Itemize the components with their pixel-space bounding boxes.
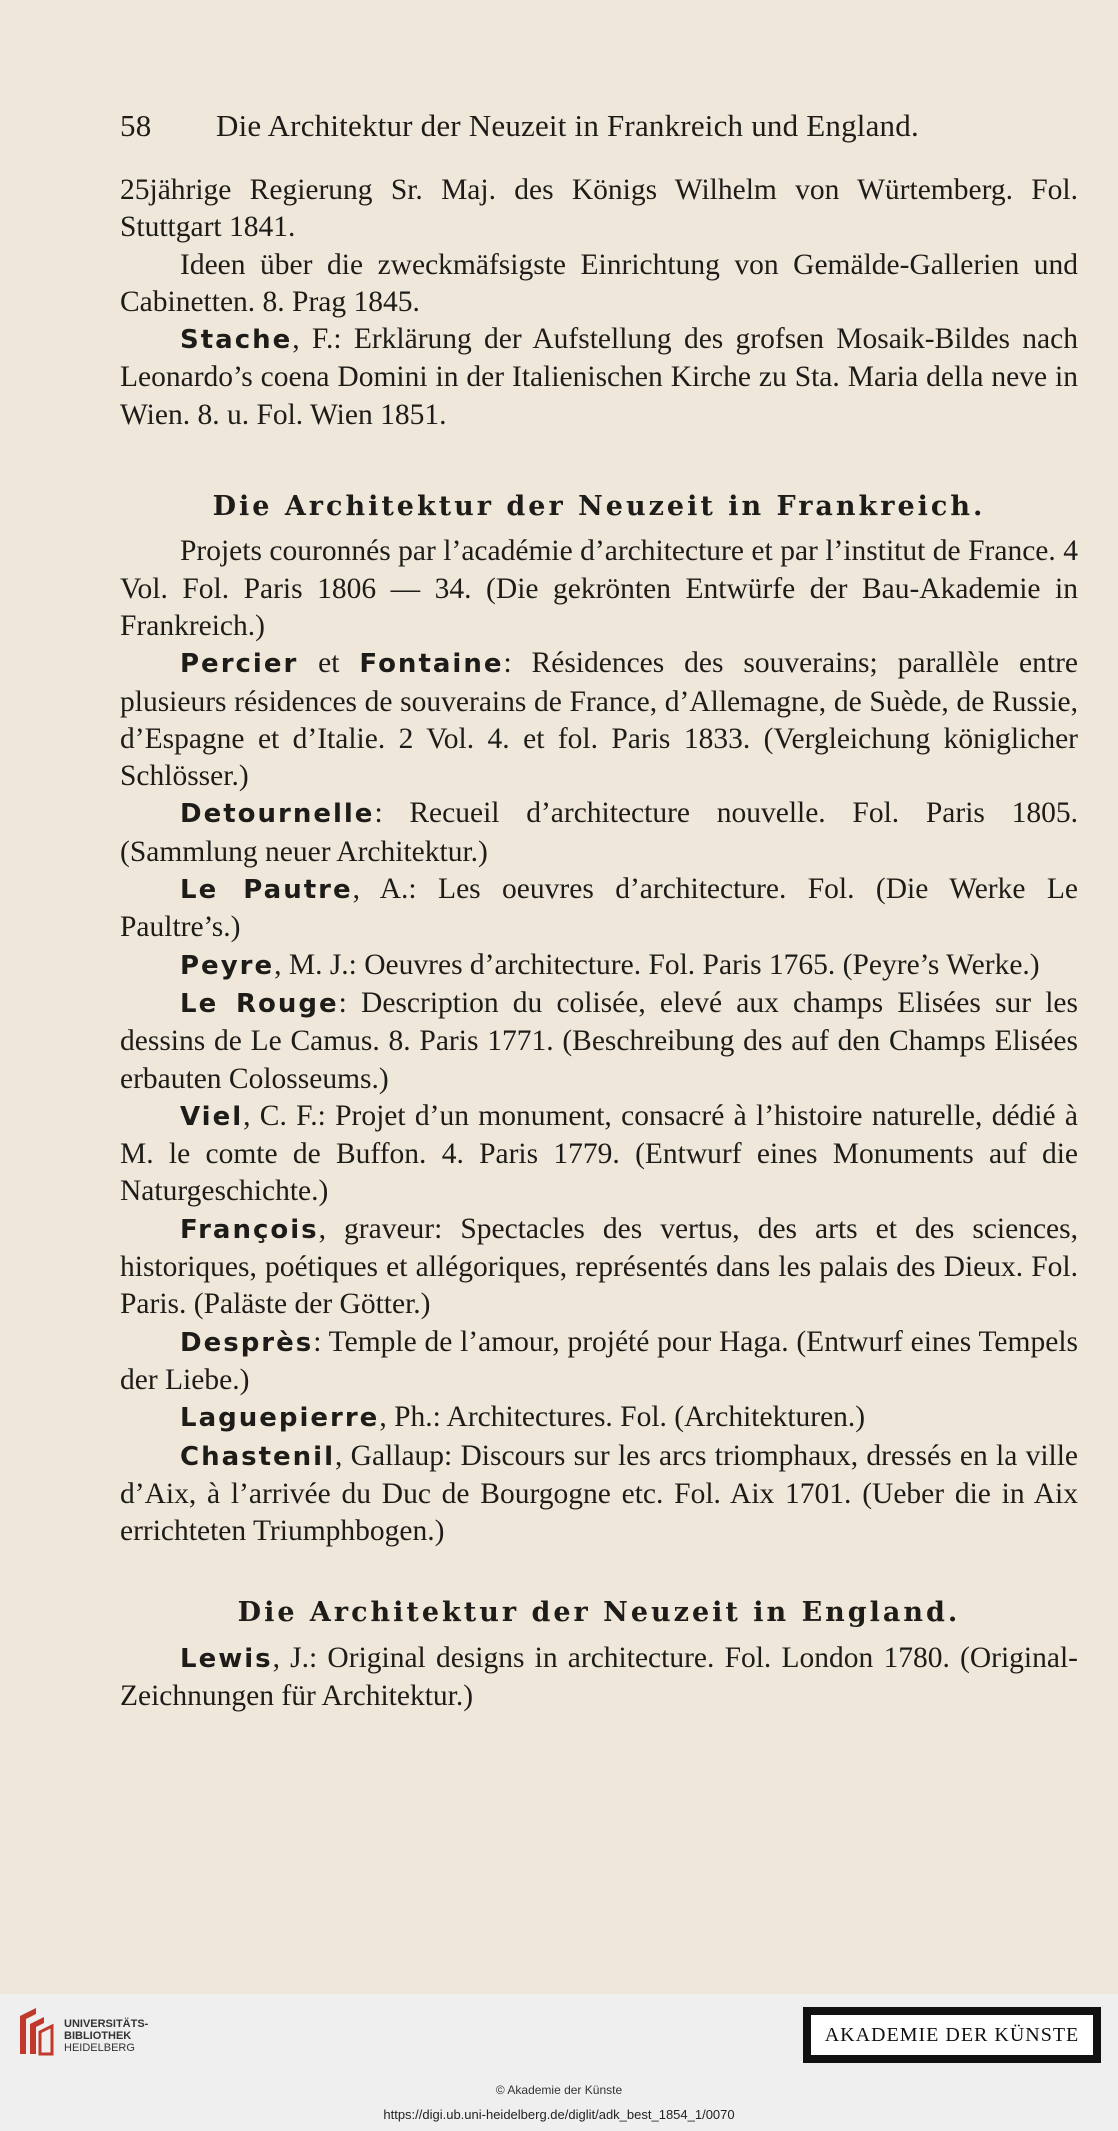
bibliography-entry	[120, 645, 1078, 795]
entry-text: , M. J.: Oeuvres d’architecture. Fol. Paris 1765. (Peyre’s Werke.)	[274, 948, 1040, 981]
author-name: Chastenil	[180, 1441, 336, 1472]
entry-text: 25jährige Regierung Sr. Maj. des Königs Wilhelm von Würtemberg. Fol. Stuttgart 1841.	[120, 174, 1078, 244]
bibliography-entry	[120, 533, 1078, 645]
page-text	[120, 172, 1078, 1715]
bibliography-entry	[120, 947, 1078, 985]
bibliography-entry	[120, 1211, 1078, 1324]
entry-text: , graveur: Spectacles des vertus, des arts et des sciences, historiques, poétiques et allégoriques, représentés dans les palais des Dieux. Fol. Paris. (Paläste der Götter.)	[120, 1212, 1078, 1321]
entry-text: , Gallaup: Discours sur les arcs triomphaux, dressés en la ville d’Aix, à l’arrivée du Duc de Bourgogne etc. Fol. Aix 1701. (Ueber die in Aix errichteten Triumphbogen.)	[120, 1439, 1078, 1548]
bibliography-entry	[120, 1640, 1078, 1716]
author-name: Peyre	[180, 950, 275, 981]
section-entries-frankreich	[120, 533, 1078, 1550]
entry-text: : Recueil d’architecture nouvelle. Fol. Paris 1805. (Sammlung neuer Architektur.)	[120, 797, 1078, 868]
library-logo-icon	[14, 2004, 56, 2062]
bibliography-entry	[120, 1324, 1078, 1400]
intro-entries	[120, 172, 1078, 434]
author-name: Detournelle	[180, 799, 375, 830]
copyright-notice: © Akademie der Künste	[495, 2083, 623, 2097]
bibliography-entry	[120, 871, 1078, 947]
bibliography-entry	[120, 795, 1078, 871]
entry-text: : Temple de l’amour, projété pour Haga. (Entwurf eines Tempels der Liebe.)	[120, 1325, 1078, 1396]
author-name: Lewis	[180, 1643, 273, 1674]
page-url[interactable]: https://digi.ub.uni-heidelberg.de/diglit/adk_best_1854_1/0070	[383, 2107, 735, 2122]
author-name: Stache	[180, 325, 293, 356]
bibliography-entry	[120, 247, 1078, 322]
author-name: Laguepierre	[180, 1403, 380, 1434]
bibliography-entry	[120, 985, 1078, 1098]
entry-text: : Résidences des souverains; parallèle entre plusieurs résidences de souverains de France, d’Allemagne, de Suède, de Russie, d’Espagne et d’Italie. 2 Vol. 4. et fol. Paris 1833. (Vergleichung königlicher Schlösser.)	[120, 647, 1078, 793]
entry-text: et	[298, 647, 360, 680]
author-name: Viel	[180, 1101, 244, 1132]
library-logo[interactable]	[14, 2004, 214, 2064]
bibliography-entry	[120, 172, 1078, 247]
bibliography-entry	[120, 1399, 1078, 1437]
akademie-badge[interactable]	[803, 2007, 1101, 2063]
author-name: Percier	[180, 649, 299, 680]
bibliography-entry	[120, 321, 1078, 434]
entry-text: , Ph.: Architectures. Fol. (Architekturen.)	[379, 1401, 866, 1434]
entry-text: , C. F.: Projet d’un monument, consacré à l’histoire naturelle, dédié à M. le comte de Buffon. 4. Paris 1779. (Entwurf eines Monuments auf die Naturgeschichte.)	[120, 1099, 1078, 1208]
logo-line: BIBLIOTHEK	[64, 2030, 132, 2042]
bibliography-entry	[120, 1438, 1078, 1551]
author-name: Le Rouge	[180, 988, 339, 1019]
logo-line: HEIDELBERG	[64, 2042, 135, 2054]
running-head	[120, 108, 980, 144]
library-logo-text	[64, 2018, 148, 2054]
entry-text: , A.: Les oeuvres d’architecture. Fol. (Die Werke Le Paultre’s.)	[120, 873, 1078, 944]
running-title: Die Architektur der Neuzeit in Frankreich und England.	[216, 108, 919, 143]
logo-line: UNIVERSITÄTS-	[64, 2018, 149, 2030]
author-name: Desprès	[180, 1327, 314, 1358]
entry-text: : Description du colisée, elevé aux champs Elisées sur les dessins de Le Camus. 8. Paris 1771. (Beschreibung des auf den Champs Elisées erbauten Colosseums.)	[120, 986, 1078, 1095]
section-entries-england	[120, 1640, 1078, 1716]
section-heading-frankreich: Die Architektur der Neuzeit in Frankreich.	[212, 491, 986, 523]
author-name: François	[180, 1214, 319, 1245]
section-heading-england: Die Architektur der Neuzeit in England.	[237, 1597, 961, 1629]
akademie-badge-label: AKADEMIE DER KÜNSTE	[811, 2015, 1093, 2055]
author-name: Fontaine	[359, 649, 504, 680]
viewer-footer	[0, 1994, 1118, 2131]
author-name: Le Pautre	[180, 875, 353, 906]
entry-text: Ideen über die zweckmäfsigste Einrichtung von Gemälde-Gallerien und Cabinetten. 8. Prag 1845.	[120, 248, 1078, 318]
entry-text: , F.: Erklärung der Aufstellung des grofsen Mosaik-Bildes nach Leonardo’s coena Domini in der Italienischen Kirche zu Sta. Maria della neve in Wien. 8. u. Fol. Wien 1851.	[120, 323, 1078, 431]
bibliography-entry	[120, 1098, 1078, 1211]
page-number: 58	[120, 108, 152, 143]
entry-text: , J.: Original designs in architecture. Fol. London 1780. (Original-Zeichnungen für Architektur.)	[120, 1641, 1078, 1712]
entry-text: Projets couronnés par l’académie d’architecture et par l’institut de France. 4 Vol. Fol. Paris 1806 — 34. (Die gekrönten Entwürfe der Bau-Akademie in Frankreich.)	[120, 535, 1078, 642]
